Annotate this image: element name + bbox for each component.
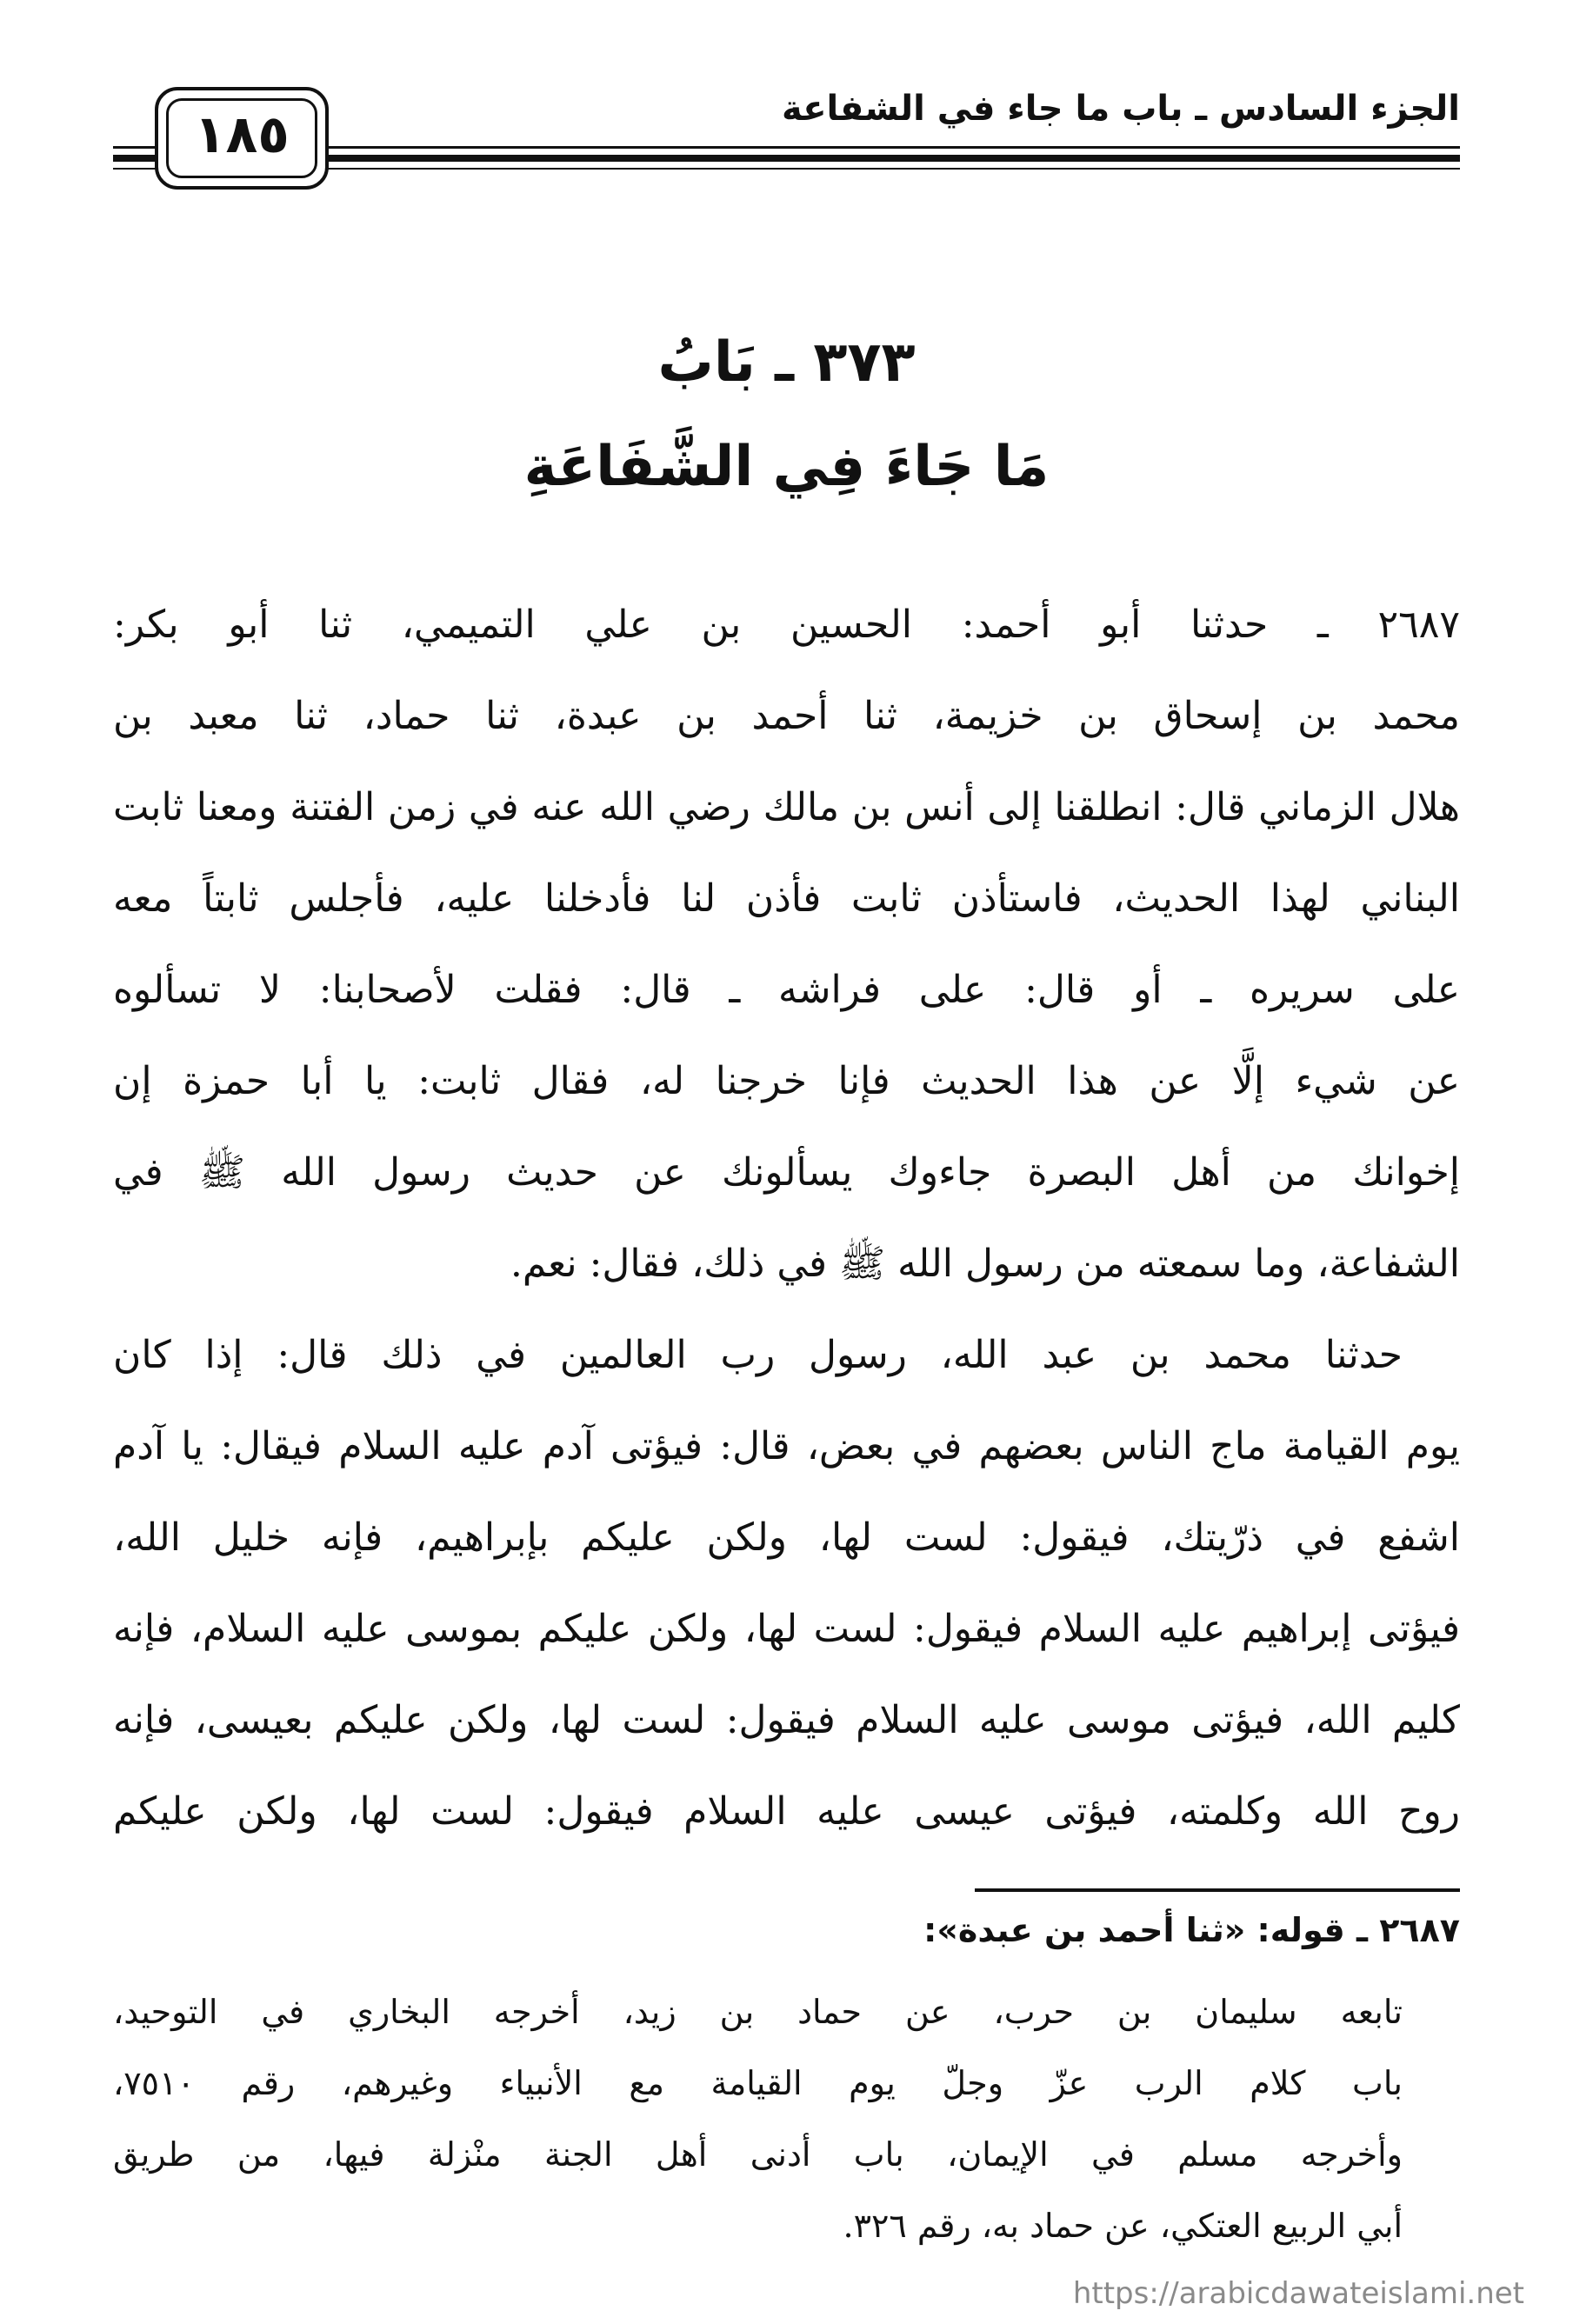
body-line: حدثنا محمد بن عبد الله، رسول رب العالمين في ذلك قال: إذا كان [113, 1333, 1403, 1377]
page-number: ١٨٥ [194, 104, 290, 165]
body-line: محمد بن إسحاق بن خزيمة، ثنا أحمد بن عبدة، ثنا حماد، ثنا معبد بن [113, 694, 1460, 738]
body-line: روح الله وكلمته، فيؤتى عيسى عليه السلام فيقول: لست لها، ولكن عليكم [113, 1789, 1460, 1834]
body-line: اشفع في ذرّيتك، فيقول: لست لها، ولكن عليكم بإبراهيم، فإنه خليل الله، [113, 1515, 1460, 1560]
body-line: البناني لهذا الحديث، فاستأذن ثابت فأذن لنا فأدخلنا عليه، فأجلس ثابتاً معه [113, 876, 1460, 921]
body-line: على سريره ـ أو قال: على فراشه ـ قال: فقلت لأصحابنا: لا تسألوه [113, 968, 1460, 1012]
chapter-title: مَا جَاءَ فِي الشَّفَاعَةِ [523, 435, 1050, 499]
body-line: ٢٦٨٧ ـ حدثنا أبو أحمد: الحسين بن علي التميمي، ثنا أبو بكر: [113, 603, 1460, 647]
body-line: يوم القيامة ماج الناس بعضهم في بعض، قال: فيؤتى آدم عليه السلام فيقال: يا آدم [113, 1424, 1460, 1468]
footnote-line: باب كلام الرب عزّ وجلّ يوم القيامة مع الأنبياء وغيرهم، رقم ٧٥١٠، [113, 2064, 1403, 2102]
chapter-number: ٣٧٣ ـ بَابُ [657, 330, 916, 395]
watermark-url: https://arabicdawateislami.net [1072, 2276, 1524, 2311]
running-header-title: الجزء السادس ـ باب ما جاء في الشفاعة [781, 89, 1460, 129]
body-line: هلال الزماني قال: انطلقنا إلى أنس بن مالك رضي الله عنه في زمن الفتنة ومعنا ثابت [113, 785, 1460, 829]
body-line: الشفاعة، وما سمعته من رسول الله ﷺ في ذلك، فقال: نعم. [510, 1242, 1460, 1286]
body-line: كليم الله، فيؤتى موسى عليه السلام فيقول: لست لها، ولكن عليكم بعيسى، فإنه [113, 1698, 1460, 1742]
page-number-frame [155, 87, 329, 190]
footnote-line: وأخرجه مسلم في الإيمان، باب أدنى أهل الجنة منْزلة فيها، من طريق [113, 2135, 1403, 2174]
footnote-line: أبي الربيع العتكي، عن حماد به، رقم ٣٢٦. [843, 2207, 1403, 2245]
footnote-line: تابعه سليمان بن حرب، عن حماد بن زيد، أخرجه البخاري في التوحيد، [113, 1993, 1403, 2031]
body-line: إخوانك من أهل البصرة جاءوك يسألونك عن حديث رسول الله ﷺ في [113, 1150, 1460, 1195]
footnote-heading: ٢٦٨٧ ـ قوله: «ثنا أحمد بن عبدة»: [923, 1911, 1460, 1949]
footnote-separator [975, 1888, 1460, 1892]
body-line: عن شيء إلَّا عن هذا الحديث فإنا خرجنا له، فقال ثابت: يا أبا حمزة إن [113, 1059, 1460, 1103]
body-line: فيؤتى إبراهيم عليه السلام فيقول: لست لها، ولكن عليكم بموسى عليه السلام، فإنه [113, 1607, 1460, 1651]
